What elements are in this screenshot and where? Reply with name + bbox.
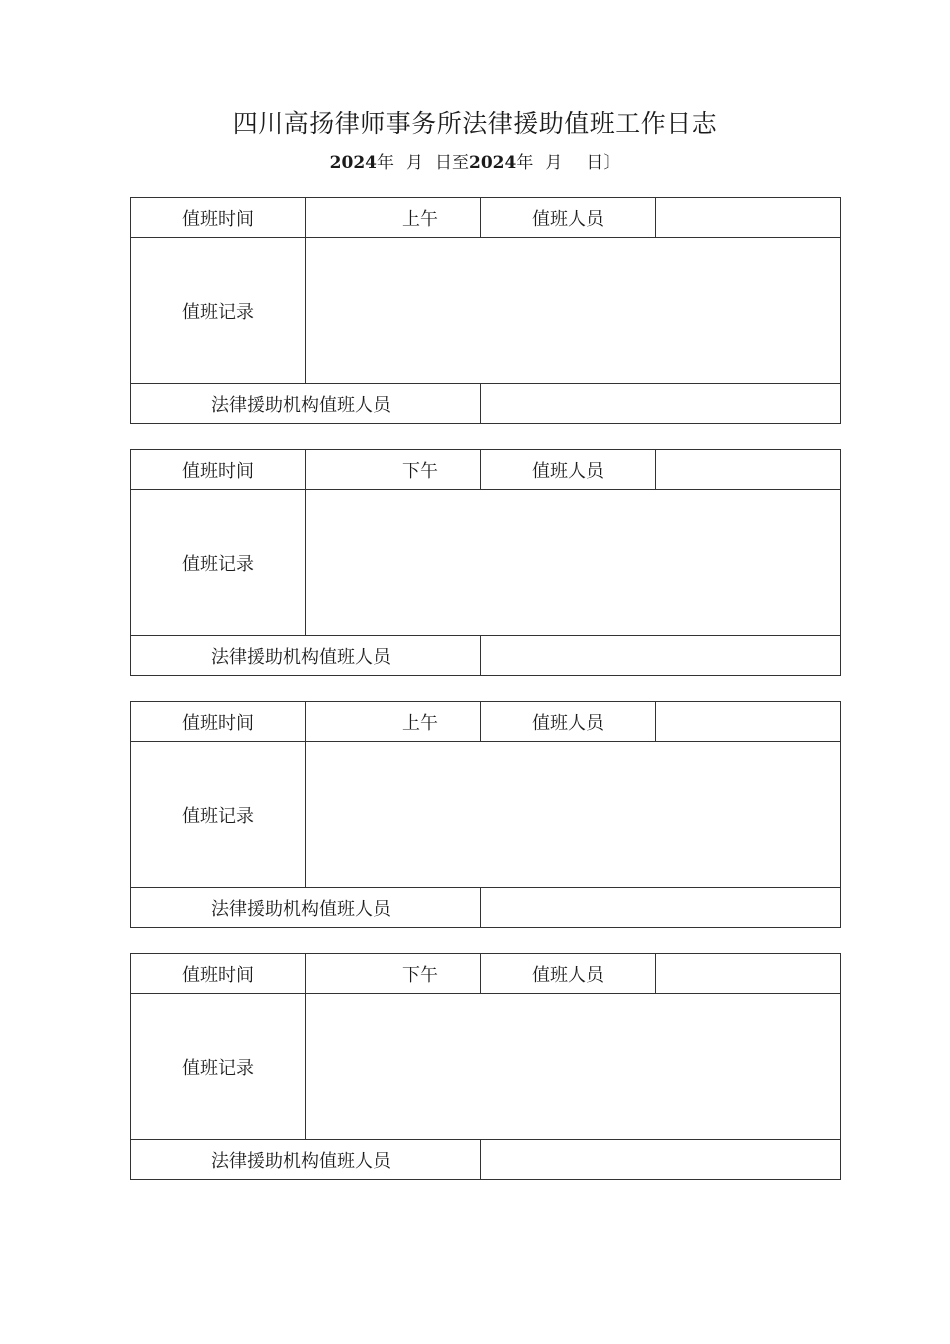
end-year-unit: 年 [516,153,534,173]
agency-staff-label: 法律援助机构值班人员 [131,636,481,676]
duty-record-field[interactable] [306,994,841,1140]
agency-staff-field[interactable] [481,384,841,424]
duty-log-table-2 [130,449,841,676]
agency-staff-label: 法律援助机构值班人员 [131,888,481,928]
start-year: 2024 [329,153,377,173]
document-title: 四川高扬律师事务所法律援助值班工作日志 [232,109,718,138]
duty-period-value: 上午 [306,198,481,238]
agency-staff-label: 法律援助机构值班人员 [131,384,481,424]
end-month-unit: 月 [545,153,563,173]
duty-staff-field[interactable] [656,198,841,238]
duty-staff-label: 值班人员 [481,450,656,490]
start-day-unit: 日至 [435,153,469,173]
agency-staff-field[interactable] [481,1140,841,1180]
duty-log-table-3 [130,701,841,928]
duty-period-value: 上午 [306,702,481,742]
agency-staff-label: 法律援助机构值班人员 [131,1140,481,1180]
duty-staff-label: 值班人员 [481,198,656,238]
duty-record-label: 值班记录 [131,742,306,888]
end-day-unit: 日〕 [586,153,621,173]
duty-time-label: 值班时间 [131,702,306,742]
duty-record-label: 值班记录 [131,238,306,384]
duty-staff-label: 值班人员 [481,954,656,994]
duty-staff-label: 值班人员 [481,702,656,742]
duty-record-label: 值班记录 [131,994,306,1140]
duty-period-value: 下午 [306,954,481,994]
duty-time-label: 值班时间 [131,954,306,994]
duty-staff-field[interactable] [656,954,841,994]
duty-time-label: 值班时间 [131,450,306,490]
agency-staff-field[interactable] [481,636,841,676]
start-year-unit: 年 [377,153,394,173]
duty-record-label: 值班记录 [131,490,306,636]
duty-record-field[interactable] [306,742,841,888]
duty-record-field[interactable] [306,490,841,636]
duty-record-field[interactable] [306,238,841,384]
duty-time-label: 值班时间 [131,198,306,238]
date-range-line [0,148,950,173]
duty-period-value: 下午 [306,450,481,490]
agency-staff-field[interactable] [481,888,841,928]
duty-staff-field[interactable] [656,702,841,742]
start-month-unit: 月 [406,153,423,173]
duty-staff-field[interactable] [656,450,841,490]
end-year: 2024 [469,153,517,173]
duty-log-table-4 [130,953,841,1180]
duty-log-table-1 [130,197,841,424]
